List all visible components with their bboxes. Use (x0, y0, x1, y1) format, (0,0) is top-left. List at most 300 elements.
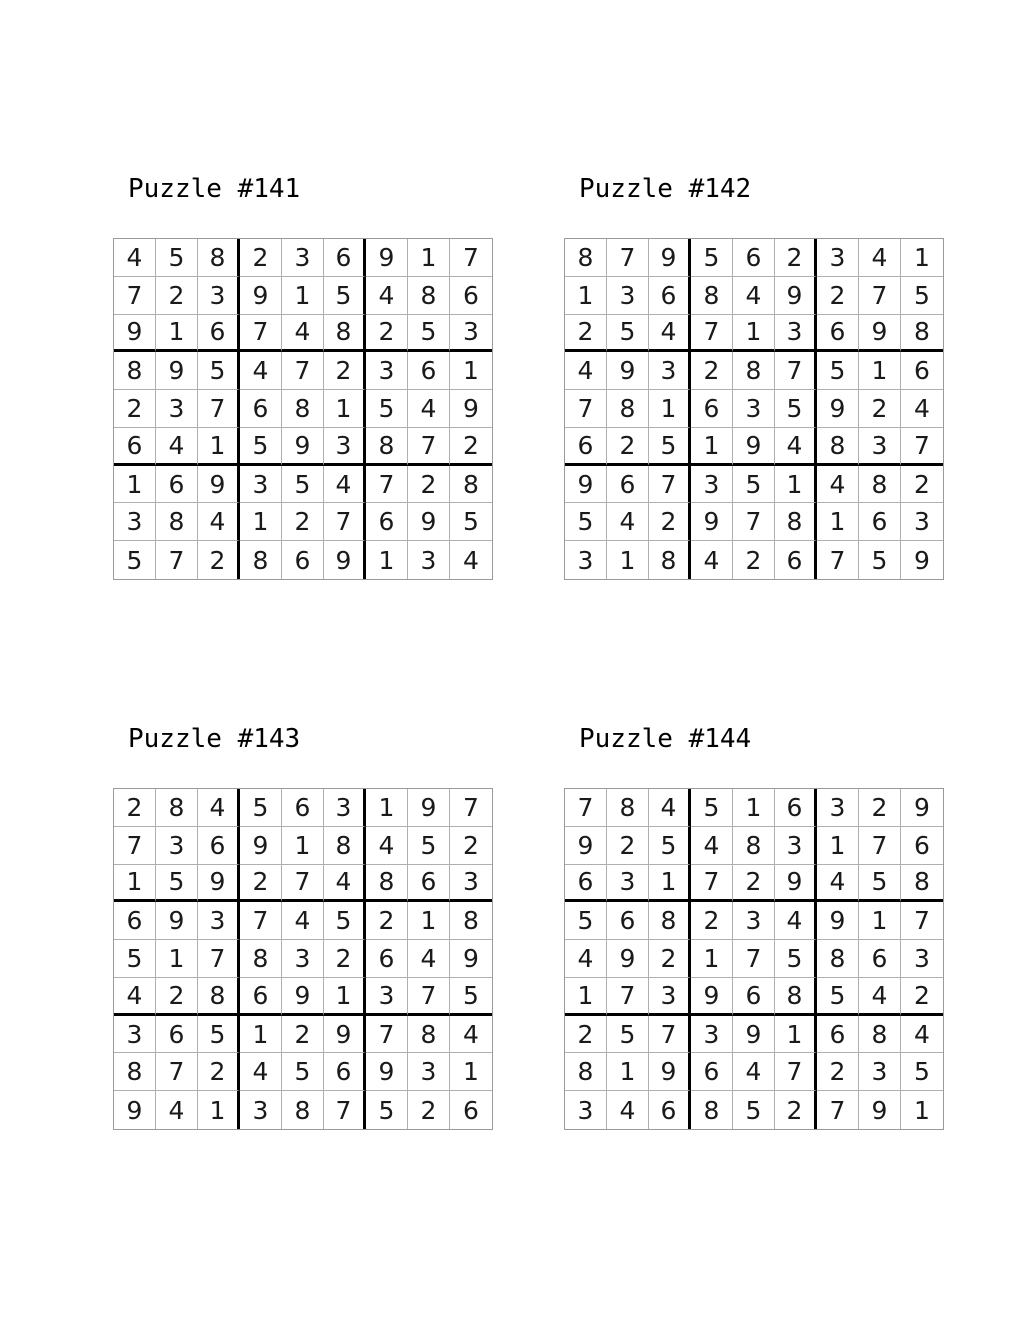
sudoku-cell: 2 (324, 940, 366, 978)
sudoku-cell: 4 (282, 315, 324, 353)
sudoku-cell: 2 (198, 541, 240, 579)
sudoku-cell: 6 (565, 865, 607, 903)
sudoku-cell: 5 (198, 352, 240, 390)
sudoku-cell: 2 (817, 1053, 859, 1091)
sudoku-cell: 2 (240, 865, 282, 903)
sudoku-cell: 2 (408, 466, 450, 504)
sudoku-cell: 5 (450, 503, 492, 541)
sudoku-cell: 2 (114, 390, 156, 428)
sudoku-cell: 1 (859, 902, 901, 940)
sudoku-cell: 6 (607, 466, 649, 504)
sudoku-cell: 2 (156, 978, 198, 1016)
sudoku-cell: 4 (114, 978, 156, 1016)
sudoku-cell: 8 (649, 541, 691, 579)
sudoku-cell: 4 (282, 902, 324, 940)
sudoku-cell: 7 (240, 315, 282, 353)
sudoku-cell: 2 (733, 541, 775, 579)
sudoku-cell: 1 (691, 940, 733, 978)
sudoku-cell: 9 (817, 390, 859, 428)
sudoku-cell: 7 (324, 1091, 366, 1129)
sudoku-cell: 7 (156, 541, 198, 579)
sudoku-cell: 7 (282, 865, 324, 903)
sudoku-cell: 1 (817, 503, 859, 541)
sudoku-cell: 6 (775, 789, 817, 827)
sudoku-cell: 8 (775, 978, 817, 1016)
sudoku-cell: 5 (114, 940, 156, 978)
sudoku-cell: 5 (366, 390, 408, 428)
puzzle-title: Puzzle #143 (128, 724, 301, 754)
sudoku-cell: 1 (156, 940, 198, 978)
sudoku-cell: 7 (733, 503, 775, 541)
sudoku-cell: 9 (817, 902, 859, 940)
sudoku-cell: 7 (607, 239, 649, 277)
sudoku-cell: 5 (901, 1053, 943, 1091)
sudoku-cell: 6 (198, 827, 240, 865)
sudoku-cell: 1 (198, 1091, 240, 1129)
sudoku-cell: 2 (649, 940, 691, 978)
sudoku-cell: 7 (901, 902, 943, 940)
sudoku-cell: 1 (450, 352, 492, 390)
sudoku-cell: 8 (859, 1016, 901, 1054)
sudoku-cell: 8 (156, 503, 198, 541)
puzzle-title: Puzzle #144 (579, 724, 752, 754)
sudoku-cell: 5 (607, 1016, 649, 1054)
sudoku-cell: 4 (817, 466, 859, 504)
sudoku-cell: 7 (450, 789, 492, 827)
sudoku-cell: 9 (324, 1016, 366, 1054)
sudoku-cell: 2 (282, 1016, 324, 1054)
sudoku-cell: 2 (859, 390, 901, 428)
sudoku-cell: 2 (114, 789, 156, 827)
sudoku-cell: 9 (240, 277, 282, 315)
sudoku-cell: 9 (366, 239, 408, 277)
sudoku-cell: 8 (240, 541, 282, 579)
sudoku-cell: 9 (859, 315, 901, 353)
sudoku-cell: 5 (775, 390, 817, 428)
sudoku-cell: 4 (366, 827, 408, 865)
sudoku-cell: 3 (450, 865, 492, 903)
sudoku-cell: 5 (366, 1091, 408, 1129)
sudoku-cell: 8 (775, 503, 817, 541)
sudoku-cell: 7 (901, 428, 943, 466)
sudoku-cell: 6 (156, 466, 198, 504)
sudoku-cell: 8 (607, 789, 649, 827)
sudoku-cell: 7 (198, 940, 240, 978)
sudoku-cell: 8 (733, 352, 775, 390)
sudoku-cell: 3 (859, 428, 901, 466)
sudoku-cell: 3 (607, 865, 649, 903)
sudoku-cell: 4 (607, 1091, 649, 1129)
sudoku-cell: 7 (565, 789, 607, 827)
sudoku-cell: 8 (282, 390, 324, 428)
sudoku-cell: 3 (240, 466, 282, 504)
sudoku-cell: 5 (775, 940, 817, 978)
sudoku-cell: 7 (408, 428, 450, 466)
sudoku-cell: 6 (366, 940, 408, 978)
sudoku-cell: 6 (901, 827, 943, 865)
sudoku-cell: 9 (775, 865, 817, 903)
sudoku-cell: 2 (649, 503, 691, 541)
sudoku-cell: 8 (691, 1091, 733, 1129)
sudoku-cell: 2 (901, 978, 943, 1016)
sudoku-cell: 9 (198, 466, 240, 504)
sudoku-cell: 8 (565, 1053, 607, 1091)
sudoku-cell: 2 (607, 827, 649, 865)
sudoku-cell: 9 (733, 428, 775, 466)
sudoku-cell: 1 (817, 827, 859, 865)
sudoku-cell: 9 (565, 827, 607, 865)
sudoku-cell: 3 (282, 940, 324, 978)
sudoku-cell: 9 (859, 1091, 901, 1129)
sudoku-cell: 8 (282, 1091, 324, 1129)
sudoku-cell: 8 (649, 902, 691, 940)
sudoku-cell: 6 (282, 541, 324, 579)
sudoku-cell: 3 (240, 1091, 282, 1129)
sudoku-cell: 9 (240, 827, 282, 865)
sudoku-cell: 8 (691, 277, 733, 315)
sudoku-cell: 5 (408, 827, 450, 865)
sudoku-cell: 3 (366, 352, 408, 390)
sudoku-cell: 3 (817, 789, 859, 827)
sudoku-cell: 3 (282, 239, 324, 277)
sudoku-cell: 2 (198, 1053, 240, 1091)
sudoku-cell: 6 (817, 315, 859, 353)
sudoku-cell: 7 (691, 865, 733, 903)
sudoku-cell: 1 (408, 902, 450, 940)
sudoku-cell: 2 (565, 1016, 607, 1054)
sudoku-cell: 7 (649, 1016, 691, 1054)
sudoku-cell: 5 (156, 239, 198, 277)
sudoku-cell: 3 (691, 1016, 733, 1054)
sudoku-cell: 8 (817, 940, 859, 978)
sudoku-cell: 2 (691, 352, 733, 390)
sudoku-cell: 6 (408, 352, 450, 390)
sudoku-cell: 8 (198, 978, 240, 1016)
sudoku-cell: 4 (691, 827, 733, 865)
sudoku-cell: 9 (733, 1016, 775, 1054)
sudoku-cell: 9 (408, 503, 450, 541)
sudoku-cell: 5 (733, 466, 775, 504)
sudoku-cell: 7 (607, 978, 649, 1016)
sudoku-cell: 3 (859, 1053, 901, 1091)
sudoku-cell: 5 (156, 865, 198, 903)
sudoku-cell: 8 (366, 865, 408, 903)
sudoku-cell: 4 (901, 390, 943, 428)
sudoku-cell: 6 (114, 428, 156, 466)
sudoku-cell: 4 (324, 466, 366, 504)
sudoku-cell: 2 (859, 789, 901, 827)
sudoku-cell: 1 (240, 503, 282, 541)
sudoku-cell: 9 (901, 789, 943, 827)
sudoku-cell: 6 (324, 1053, 366, 1091)
sudoku-cell: 9 (450, 390, 492, 428)
sudoku-cell: 9 (691, 503, 733, 541)
sudoku-cell: 5 (565, 902, 607, 940)
sudoku-cell: 6 (565, 428, 607, 466)
sudoku-cell: 6 (366, 503, 408, 541)
sudoku-cell: 8 (240, 940, 282, 978)
sudoku-cell: 6 (691, 1053, 733, 1091)
sudoku-cell: 3 (901, 503, 943, 541)
sudoku-cell: 5 (450, 978, 492, 1016)
sudoku-cell: 3 (649, 978, 691, 1016)
sudoku-cell: 9 (156, 352, 198, 390)
sudoku-cell: 3 (691, 466, 733, 504)
sudoku-cell: 6 (240, 390, 282, 428)
sudoku-cell: 6 (607, 902, 649, 940)
sudoku-cell: 5 (691, 789, 733, 827)
sudoku-cell: 8 (408, 277, 450, 315)
sudoku-cell: 7 (114, 827, 156, 865)
sudoku-cell: 9 (649, 239, 691, 277)
sudoku-cell: 8 (859, 466, 901, 504)
sudoku-cell: 8 (450, 902, 492, 940)
sudoku-cell: 7 (450, 239, 492, 277)
sudoku-cell: 9 (914, 545, 930, 575)
sudoku-cell: 8 (901, 315, 943, 353)
sudoku-cell: 6 (859, 940, 901, 978)
sudoku-cell: 5 (901, 277, 943, 315)
sudoku-cell: 9 (565, 466, 607, 504)
sudoku-cell: 2 (733, 865, 775, 903)
sudoku-cell: 4 (733, 277, 775, 315)
sudoku-cell: 4 (649, 315, 691, 353)
sudoku-cell: 1 (114, 466, 156, 504)
sudoku-cell: 8 (901, 865, 943, 903)
sudoku-cell: 2 (775, 239, 817, 277)
sudoku-cell: 1 (565, 277, 607, 315)
sudoku-cell: 5 (282, 1053, 324, 1091)
sudoku-cell: 3 (408, 1053, 450, 1091)
sudoku-cell: 8 (366, 428, 408, 466)
sudoku-cell: 1 (324, 390, 366, 428)
sudoku-cell: 7 (859, 277, 901, 315)
sudoku-cell: 7 (240, 902, 282, 940)
sudoku-cell: 9 (198, 865, 240, 903)
sudoku-cell: 3 (775, 827, 817, 865)
sudoku-cell: 1 (733, 315, 775, 353)
sudoku-cell: 9 (366, 1053, 408, 1091)
sudoku-cell: 2 (775, 1091, 817, 1129)
sudoku-cell: 7 (282, 352, 324, 390)
sudoku-cell: 3 (114, 1016, 156, 1054)
sudoku-cell: 4 (198, 789, 240, 827)
sudoku-cell: 9 (114, 315, 156, 353)
sudoku-cell: 3 (114, 503, 156, 541)
sudoku-cell: 5 (859, 865, 901, 903)
sudoku-cell: 1 (366, 789, 408, 827)
sudoku-cell: 4 (366, 277, 408, 315)
sudoku-cell: 2 (282, 503, 324, 541)
sudoku-cell: 4 (901, 1016, 943, 1054)
sudoku-cell: 7 (114, 277, 156, 315)
sudoku-cell: 9 (450, 940, 492, 978)
sudoku-cell: 5 (733, 1091, 775, 1129)
sudoku-cell: 1 (691, 428, 733, 466)
sudoku-cell: 3 (366, 978, 408, 1016)
sudoku-cell: 5 (859, 541, 901, 579)
sudoku-cell: 8 (565, 239, 607, 277)
sudoku-cell: 6 (463, 1095, 479, 1125)
sudoku-cell: 9 (649, 1053, 691, 1091)
sudoku-grid (113, 238, 493, 580)
sudoku-cell: 2 (691, 902, 733, 940)
sudoku-cell: 5 (691, 239, 733, 277)
sudoku-cell: 1 (240, 1016, 282, 1054)
sudoku-cell: 8 (114, 352, 156, 390)
sudoku-cell: 2 (240, 239, 282, 277)
sudoku-cell: 2 (324, 352, 366, 390)
sudoku-cell: 8 (408, 1016, 450, 1054)
sudoku-cell: 9 (324, 541, 366, 579)
sudoku-cell: 4 (649, 789, 691, 827)
sudoku-cell: 3 (901, 940, 943, 978)
sudoku-cell: 8 (198, 239, 240, 277)
sudoku-cell: 3 (775, 315, 817, 353)
sudoku-cell: 3 (324, 789, 366, 827)
sudoku-cell: 7 (649, 466, 691, 504)
sudoku-cell: 2 (366, 315, 408, 353)
sudoku-cell: 6 (733, 978, 775, 1016)
sudoku-cell: 4 (156, 428, 198, 466)
sudoku-cell: 8 (324, 827, 366, 865)
sudoku-cell: 4 (156, 1091, 198, 1129)
sudoku-cell: 7 (775, 352, 817, 390)
sudoku-cell: 1 (914, 1095, 930, 1125)
sudoku-cell: 7 (817, 541, 859, 579)
sudoku-cell: 4 (565, 352, 607, 390)
sudoku-cell: 3 (733, 902, 775, 940)
sudoku-cell: 6 (733, 239, 775, 277)
sudoku-cell: 6 (282, 789, 324, 827)
sudoku-cell: 2 (408, 1091, 450, 1129)
sudoku-cell: 4 (240, 352, 282, 390)
sudoku-cell: 1 (649, 390, 691, 428)
sudoku-cell: 2 (450, 428, 492, 466)
sudoku-cell: 4 (450, 1016, 492, 1054)
sudoku-cell: 5 (649, 827, 691, 865)
sudoku-cell: 1 (649, 865, 691, 903)
sudoku-cell: 6 (408, 865, 450, 903)
sudoku-cell: 1 (607, 541, 649, 579)
sudoku-cell: 7 (156, 1053, 198, 1091)
sudoku-cell: 4 (114, 239, 156, 277)
sudoku-cell: 8 (817, 428, 859, 466)
sudoku-cell: 6 (691, 390, 733, 428)
sudoku-cell: 6 (775, 541, 817, 579)
sudoku-cell: 9 (408, 789, 450, 827)
sudoku-cell: 6 (901, 352, 943, 390)
sudoku-cell: 9 (607, 352, 649, 390)
sudoku-cell: 2 (607, 428, 649, 466)
sudoku-cell: 3 (156, 390, 198, 428)
sudoku-cell: 4 (817, 865, 859, 903)
sudoku-cell: 2 (366, 902, 408, 940)
sudoku-cell: 8 (607, 390, 649, 428)
sudoku-cell: 4 (198, 503, 240, 541)
sudoku-cell: 4 (463, 545, 479, 575)
sudoku-cell: 5 (649, 428, 691, 466)
sudoku-cell: 9 (282, 978, 324, 1016)
sudoku-cell: 4 (408, 390, 450, 428)
sudoku-cell: 1 (607, 1053, 649, 1091)
puzzle-title: Puzzle #142 (579, 174, 752, 204)
sudoku-cell: 5 (198, 1016, 240, 1054)
sudoku-cell: 6 (324, 239, 366, 277)
sudoku-cell: 7 (775, 1053, 817, 1091)
sudoku-cell: 3 (649, 352, 691, 390)
sudoku-cell: 4 (691, 541, 733, 579)
sudoku-cell: 6 (240, 978, 282, 1016)
sudoku-cell: 4 (775, 428, 817, 466)
sudoku-grid (564, 238, 944, 580)
sudoku-cell: 6 (859, 503, 901, 541)
sudoku-cell: 5 (240, 789, 282, 827)
sudoku-cell: 1 (859, 352, 901, 390)
sudoku-cell: 1 (901, 239, 943, 277)
sudoku-cell: 9 (691, 978, 733, 1016)
sudoku-cell: 8 (114, 1053, 156, 1091)
sudoku-cell: 1 (324, 978, 366, 1016)
sudoku-cell: 5 (240, 428, 282, 466)
sudoku-cell: 7 (408, 978, 450, 1016)
sudoku-cell: 5 (817, 352, 859, 390)
sudoku-cell: 5 (324, 902, 366, 940)
sudoku-cell: 7 (366, 466, 408, 504)
sudoku-cell: 5 (607, 315, 649, 353)
sudoku-cell: 7 (859, 827, 901, 865)
sudoku-cell: 7 (691, 315, 733, 353)
sudoku-cell: 5 (282, 466, 324, 504)
sudoku-grid (113, 788, 493, 1130)
sudoku-cell: 3 (817, 239, 859, 277)
puzzle-title: Puzzle #141 (128, 174, 301, 204)
sudoku-cell: 7 (366, 1016, 408, 1054)
sudoku-cell: 8 (450, 466, 492, 504)
sudoku-cell: 7 (733, 940, 775, 978)
sudoku-cell: 1 (282, 277, 324, 315)
sudoku-cell: 9 (607, 940, 649, 978)
sudoku-cell: 3 (565, 541, 607, 579)
sudoku-cell: 2 (156, 277, 198, 315)
sudoku-cell: 4 (775, 902, 817, 940)
sudoku-cell: 6 (817, 1016, 859, 1054)
sudoku-cell: 3 (324, 428, 366, 466)
sudoku-cell: 1 (366, 541, 408, 579)
sudoku-cell: 1 (450, 1053, 492, 1091)
sudoku-cell: 1 (282, 827, 324, 865)
sudoku-cell: 3 (607, 277, 649, 315)
sudoku-cell: 7 (817, 1091, 859, 1129)
sudoku-cell: 4 (607, 503, 649, 541)
sudoku-cell: 1 (408, 239, 450, 277)
sudoku-cell: 1 (775, 1016, 817, 1054)
sudoku-cell: 8 (733, 827, 775, 865)
sudoku-cell: 4 (733, 1053, 775, 1091)
sudoku-cell: 1 (733, 789, 775, 827)
sudoku-cell: 4 (859, 978, 901, 1016)
sudoku-cell: 3 (198, 277, 240, 315)
sudoku-cell: 3 (156, 827, 198, 865)
sudoku-grid (564, 788, 944, 1130)
sudoku-cell: 3 (450, 315, 492, 353)
sudoku-cell: 5 (114, 541, 156, 579)
sudoku-cell: 2 (450, 827, 492, 865)
sudoku-cell: 5 (817, 978, 859, 1016)
sudoku-cell: 8 (156, 789, 198, 827)
sudoku-cell: 6 (114, 902, 156, 940)
sudoku-cell: 3 (565, 1091, 607, 1129)
